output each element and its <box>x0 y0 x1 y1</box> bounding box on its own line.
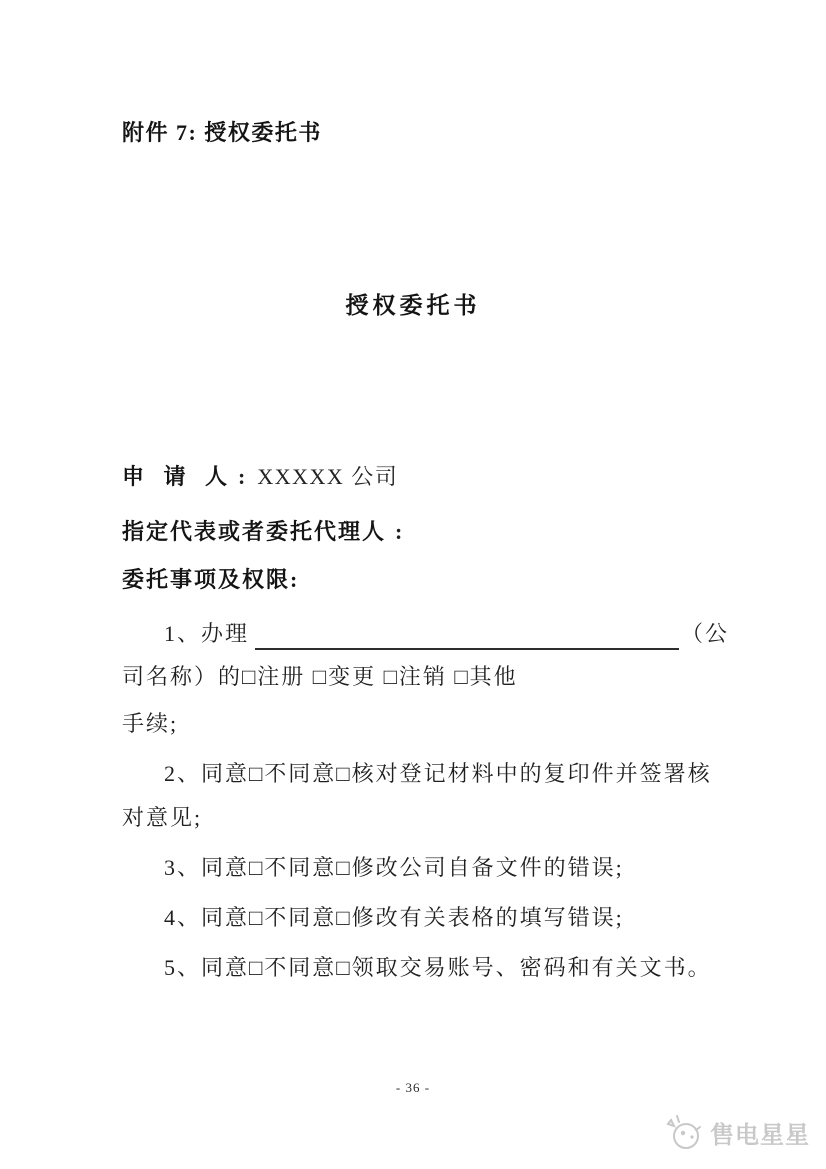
page-number: - 36 - <box>395 1080 431 1095</box>
attachment-header: 附件 7: 授权委托书 <box>122 120 322 145</box>
applicant-colon: : <box>238 464 248 489</box>
item1-prefix: 1、办理 <box>164 621 250 646</box>
scope-label: 委托事项及权限: <box>122 567 300 592</box>
applicant-label: 申 请 人 <box>122 464 230 489</box>
star-doodle-logo <box>663 1110 703 1154</box>
agent-colon: : <box>395 519 405 544</box>
applicant-value: XXXXX 公司 <box>257 464 399 489</box>
company-name-blank-field <box>255 624 679 650</box>
item2-line1: 2、同意□不同意□核对登记材料中的复印件并签署核 <box>164 761 712 786</box>
watermark <box>663 1110 810 1154</box>
item3-line: 3、同意□不同意□修改公司自备文件的错误; <box>164 855 624 880</box>
watermark-brand-text: 售电星星 <box>710 1121 810 1149</box>
item5-line: 5、同意□不同意□领取交易账号、密码和有关文书。 <box>164 955 712 980</box>
item1-line2: 司名称）的□注册 □变更 □注销 □其他 <box>122 664 518 689</box>
item1-suffix: （公 <box>681 621 730 646</box>
applicant-field <box>122 462 722 492</box>
item2-line2: 对意见; <box>122 805 203 830</box>
agent-label: 指定代表或者委托代理人 <box>122 519 387 544</box>
item1-line3: 手续; <box>122 711 179 736</box>
item1-line1 <box>122 619 764 649</box>
document-title: 授权委托书 <box>345 293 481 318</box>
scope-field <box>122 565 722 595</box>
item4-line: 4、同意□不同意□修改有关表格的填写错误; <box>164 905 624 930</box>
agent-field <box>122 517 722 547</box>
